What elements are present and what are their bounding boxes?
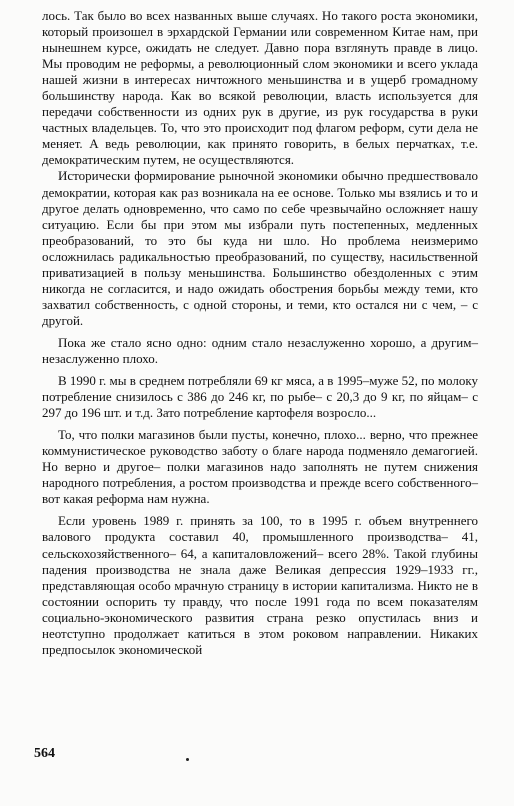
paragraph-6: Если уровень 1989 г. принять за 100, то в 1995 г. объем внутреннего валового продукта составил 40, промышленного производства– 41, сельскохозяйственного– 64, а капиталовложений– всего 28%. Такой глубины падения производства не знала даже Великая депрессия 1929–1933 гг., представляющая особо мрачную страницу в истории капитализма. Никто не в состоянии оспорить ту правду, что после 1991 года по всем показателям социально-экономического развития страна резко опустилась вниз и неотступно продолжает катиться в этом роковом направлении. Никаких предпосылок экономической [42,513,478,657]
paragraph-4: В 1990 г. мы в среднем потребляли 69 кг мяса, а в 1995–муже 52, по молоку потребление снизилось с 386 до 246 кг, по рыбе– с 20,3 до 9 кг, по яйцам– с 297 до 196 шт. и т.д. Зато потребление картофеля возросло... [42,373,478,421]
paragraph-3: Пока же стало ясно одно: одним стало незаслуженно хорошо, а другим–незаслуженно плохо. [42,334,478,366]
body-text [42,8,478,658]
paragraph-1: лось. Так было во всех названных выше случаях. Но такого роста экономики, который произошел в эрхардской Германии или современном Китае нам, при нынешнем курсе, ожидать не следует. Давно пора взглянуть правде в лицо. Мы проводим не реформы, а революционный слом экономики и всего уклада нашей жизни в интересах ничтожного меньшинства и в ущерб громадному большинству народа. Как во всякой революции, власть используется для передачи собственности из одних рук в другие, из рук государства в руки частных владельцев. То, что это происходит под флагом реформ, сути дела не меняет. А ведь революции, как принято говорить, в белых перчатках, т.е. демократическим путем, не осуществляются. [42,8,478,168]
print-speck [186,758,189,761]
page-number: 564 [34,746,55,761]
paragraph-5: То, что полки магазинов были пусты, конечно, плохо... верно, что прежнее коммунистическое руководство заботу о благе народа подменяло демагогией. Но верно и другое– полки магазинов надо заполнять не путем снижения народного потребления, а ростом производства и прежде всего собственного– вот какая реформа нам нужна. [42,427,478,507]
paragraph-2: Исторически формирование рыночной экономики обычно предшествовало демократии, которая как раз возникала на ее основе. Только мы взялись и то и другое делать одновременно, что само по себе чрезвычайно осложняет нашу ситуацию. Если бы при этом мы избрали путь постепенных, медленных преобразований, то это бы куда ни шло. Но проблема неизмеримо осложнилась радикальностью преобразований, по существу, насильственной приватизацией в пользу меньшинства. Большинство обездоленных с этим никогда не согласится, и надо ожидать обострения борьбы между теми, кто захватил собственность, с одной стороны, и теми, кто остался ни с чем, – с другой. [42,168,478,328]
